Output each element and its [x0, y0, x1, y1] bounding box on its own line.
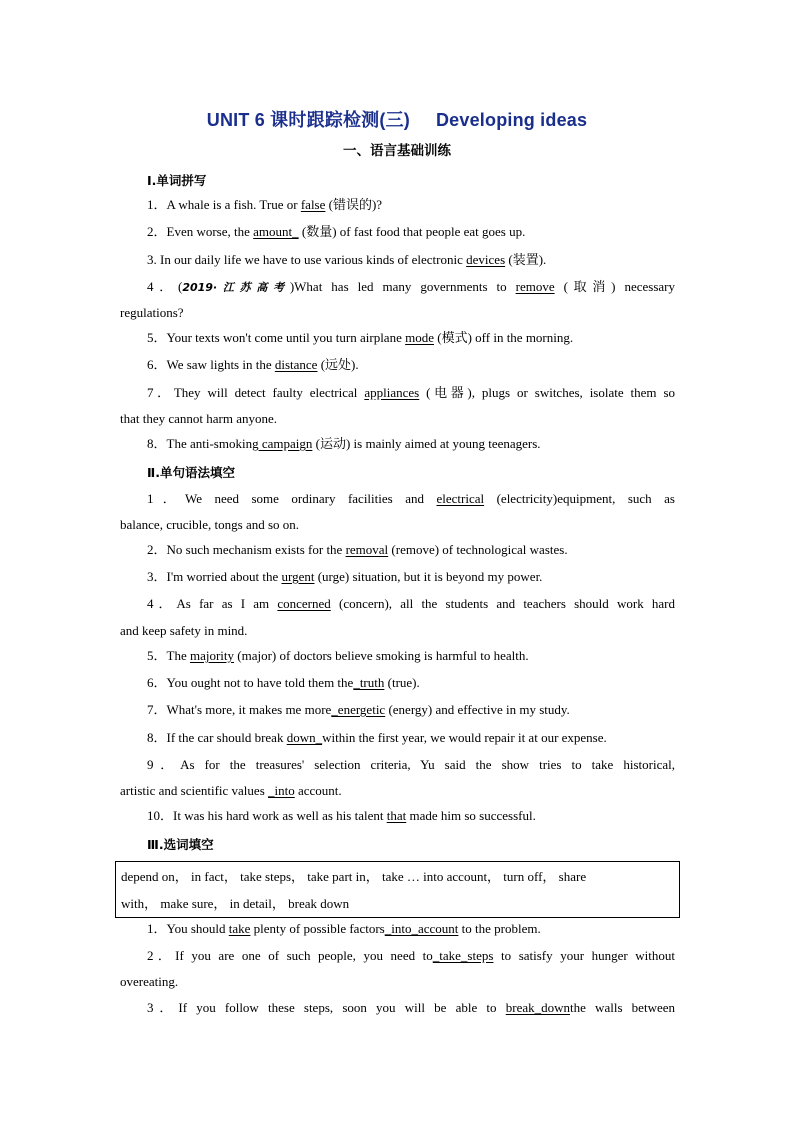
title-topic: Developing ideas: [435, 110, 588, 130]
answer: remove: [515, 279, 555, 294]
answer: mode: [405, 330, 434, 345]
exercise-item: 5．The majority (major) of doctors believe smoking is harmful to health.: [147, 648, 529, 663]
exercise-item: 6．We saw lights in the distance (远处).: [147, 357, 359, 372]
answer: _take_steps: [432, 948, 494, 963]
exercise-item: 1．You should take plenty of possible factors_into_account to the problem.: [147, 921, 541, 936]
exercise-item: 3．If you follow these steps, soon you will be able to break_downthe walls between: [147, 1000, 675, 1015]
word-bank-box: [115, 861, 680, 918]
exercise-item: 3．I'm worried about the urgent (urge) situation, but it is beyond my power.: [147, 569, 543, 584]
exercise-item-continued: overeating.: [120, 974, 179, 989]
answer: that: [386, 808, 407, 823]
answer: electrical: [436, 491, 485, 506]
source-note: 2019·江苏高考: [182, 281, 290, 294]
exercise-item-continued: balance, crucible, tongs and so on.: [120, 517, 300, 532]
answer: amount_: [253, 224, 299, 239]
answer: campaign: [258, 436, 313, 451]
section-heading-word-choice: Ⅲ.选词填空: [147, 837, 214, 852]
answer: _into_account: [384, 921, 459, 936]
exercise-item: 1．We need some ordinary facilities and electrical (electricity)equipment, such as: [147, 491, 675, 506]
answer: urgent: [281, 569, 315, 584]
word-bank-line: depend on， in fact， take steps， take part in， take … into account， turn off， share: [121, 869, 587, 884]
exercise-item: 10．It was his hard work as well as his talent that made him so successful.: [147, 808, 536, 823]
exercise-item: 9．As for the treasures' selection criteria, Yu said the show tries to take historical,: [147, 757, 675, 772]
answer: break_down: [505, 1000, 570, 1015]
answer: _energetic: [331, 702, 386, 717]
title-unit: UNIT 6 课时跟踪检测(三): [206, 110, 410, 130]
answer: majority: [189, 648, 235, 663]
exercise-item: 4．(2019·江苏高考)What has led many governments to remove (取消) necessary: [147, 279, 676, 294]
answer: down_: [286, 730, 323, 745]
answer: devices: [466, 252, 506, 267]
answer: take: [228, 921, 251, 936]
exercise-item-continued: artistic and scientific values _into account.: [120, 783, 342, 798]
answer: false: [300, 197, 326, 212]
answer: _into: [268, 783, 295, 798]
exercise-item: 2．Even worse, the amount_ (数量) of fast food that people eat goes up.: [147, 224, 526, 239]
exercise-item: 5．Your texts won't come until you turn airplane mode (模式) off in the morning.: [147, 330, 574, 345]
exercise-item: 7．They will detect faulty electrical appliances (电器), plugs or switches, isolate them so: [147, 385, 676, 400]
exercise-item-continued: that they cannot harm anyone.: [120, 411, 278, 426]
exercise-item-continued: and keep safety in mind.: [120, 623, 248, 638]
exercise-item: 2．If you are one of such people, you need to_take_steps to satisfy your hunger without: [147, 948, 675, 963]
exercise-item: 4．As far as I am concerned (concern), all the students and teachers should work hard: [147, 596, 675, 611]
section-heading-grammar-fill: Ⅱ.单句语法填空: [147, 465, 235, 480]
part-heading: 一、语言基础训练: [343, 143, 451, 159]
exercise-item: 6．You ought not to have told them the_truth (true).: [147, 675, 420, 690]
answer: appliances: [364, 385, 420, 400]
exercise-item: 8．The anti-smoking campaign (运动) is mainly aimed at young teenagers.: [147, 436, 541, 451]
answer: concerned: [277, 596, 331, 611]
answer: removal: [345, 542, 389, 557]
exercise-item: 7．What's more, it makes me more_energetic (energy) and effective in my study.: [147, 702, 570, 717]
page-title: [0, 106, 794, 132]
section-heading-word-spelling: Ⅰ.单词拼写: [147, 173, 207, 188]
exercise-item: 3. In our daily life we have to use various kinds of electronic devices (装置).: [147, 252, 547, 267]
exercise-item-continued: regulations?: [120, 305, 184, 320]
exercise-item: 8．If the car should break down_within the first year, we would repair it at our expense.: [147, 730, 607, 745]
word-bank-line: with， make sure， in detail， break down: [121, 896, 350, 911]
exercise-item: 2．No such mechanism exists for the removal (remove) of technological wastes.: [147, 542, 568, 557]
answer: _truth: [353, 675, 385, 690]
answer: distance: [274, 357, 318, 372]
exercise-item: 1．A whale is a fish. True or false (错误的)?: [147, 197, 383, 212]
